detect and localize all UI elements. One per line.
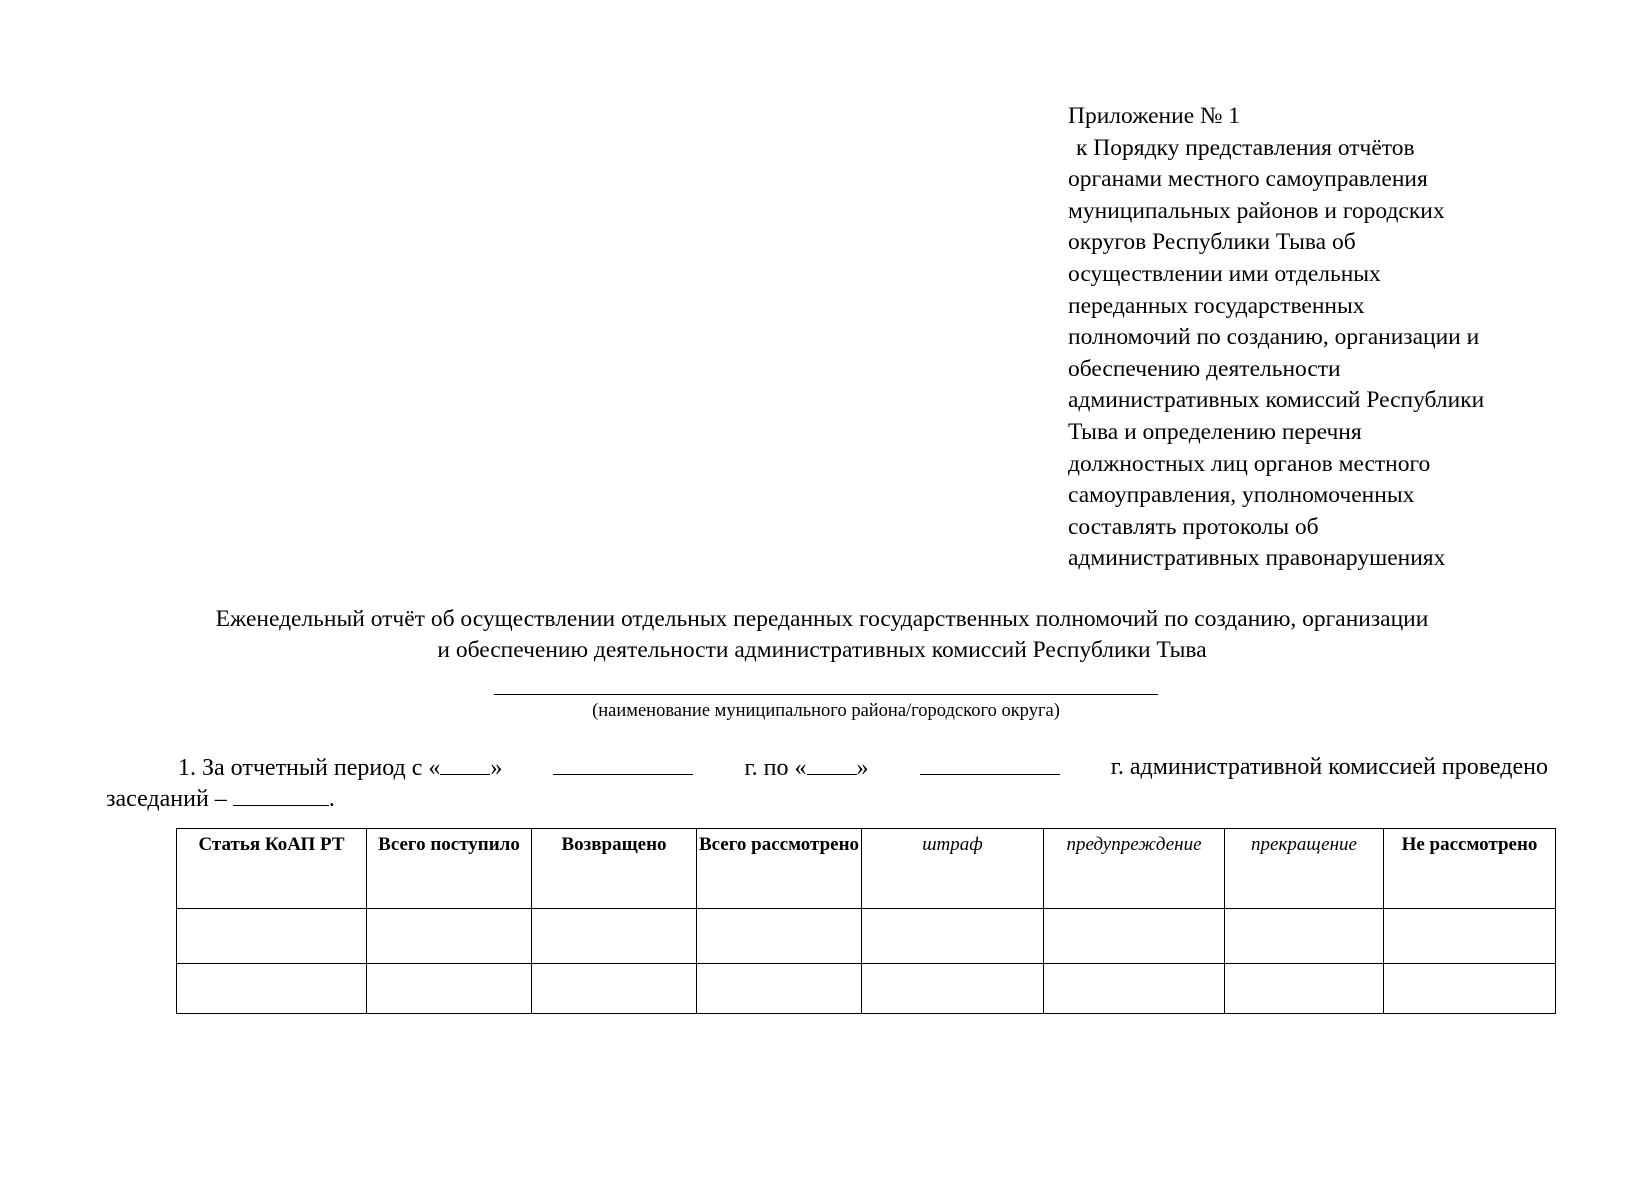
appendix-line: к Порядку представления отчётов — [1076, 134, 1415, 161]
report-title — [60, 604, 1584, 666]
meetings-count-field[interactable] — [233, 783, 329, 806]
table-cell[interactable] — [862, 964, 1044, 1014]
to-day-field[interactable] — [807, 752, 857, 775]
table-cell[interactable] — [1044, 909, 1225, 964]
from-month-field[interactable] — [553, 752, 693, 775]
header-termination: прекращение — [1225, 829, 1384, 909]
table-cell[interactable] — [1225, 964, 1384, 1014]
appendix-line: осуществлении ими отдельных — [1068, 260, 1381, 287]
table-cell[interactable] — [367, 909, 532, 964]
table-cell[interactable] — [697, 909, 862, 964]
table-cell[interactable] — [532, 964, 697, 1014]
table-cell[interactable] — [1225, 909, 1384, 964]
period-line-1 — [106, 752, 1548, 783]
appendix-line: самоуправления, уполномоченных — [1068, 482, 1415, 509]
table-cell[interactable] — [367, 964, 532, 1014]
period-paragraph — [106, 752, 1548, 814]
municipality-name-caption: (наименование муниципального района/городского округа) — [592, 701, 1060, 721]
table-cell[interactable] — [177, 909, 367, 964]
appendix-line: переданных государственных — [1068, 292, 1365, 319]
appendix-line: органами местного самоуправления — [1068, 166, 1428, 193]
report-title-line-2: и обеспечению деятельности административных комиссий Республики Тыва — [437, 637, 1207, 663]
appendix-line: округов Республики Тыва об — [1068, 229, 1356, 256]
appendix-block — [1068, 101, 1588, 575]
appendix-line: Тыва и определению перечня — [1068, 418, 1362, 445]
report-title-line-1: Еженедельный отчёт об осуществлении отдельных переданных государственных полномочий по созданию, организации — [215, 606, 1429, 632]
report-table — [176, 828, 1556, 1014]
table-cell[interactable] — [862, 909, 1044, 964]
municipality-name-field[interactable] — [494, 694, 1158, 695]
appendix-line: полномочий по созданию, организации и — [1068, 324, 1480, 351]
header-warning: предупреждение — [1044, 829, 1225, 909]
appendix-line: составлять протоколы об — [1068, 513, 1319, 540]
header-fine: штраф — [862, 829, 1044, 909]
header-total-reviewed: Всего рассмотрено — [697, 829, 862, 909]
table-cell[interactable] — [1044, 964, 1225, 1014]
table-cell[interactable] — [532, 909, 697, 964]
period-from: 1. За отчетный период с « » — [178, 752, 502, 783]
header-returned: Возвращено — [532, 829, 697, 909]
header-article: Статья КоАП РТ — [177, 829, 367, 909]
from-day-field[interactable] — [440, 752, 490, 775]
table-cell[interactable] — [177, 964, 367, 1014]
to-month-field[interactable] — [920, 752, 1060, 775]
appendix-line: административных комиссий Республики — [1068, 387, 1485, 414]
appendix-line: Приложение № 1 — [1068, 103, 1241, 129]
appendix-line: должностных лиц органов местного — [1068, 450, 1431, 477]
table-cell[interactable] — [1384, 964, 1556, 1014]
table-row — [177, 909, 1556, 964]
period-tail: г. административной комиссией проведено — [1110, 754, 1548, 780]
appendix-line: административных правонарушениях — [1068, 545, 1446, 572]
table-header-row — [177, 829, 1556, 909]
period-line-2: заседаний – . — [106, 783, 1548, 814]
table-cell[interactable] — [697, 964, 862, 1014]
table-cell[interactable] — [1384, 909, 1556, 964]
period-to: г. по « » — [745, 752, 869, 783]
header-total-received: Всего поступило — [367, 829, 532, 909]
appendix-line: обеспечению деятельности — [1068, 355, 1341, 382]
header-not-reviewed: Не рассмотрено — [1384, 829, 1556, 909]
table-row — [177, 964, 1556, 1014]
appendix-line: муниципальных районов и городских — [1068, 197, 1445, 224]
